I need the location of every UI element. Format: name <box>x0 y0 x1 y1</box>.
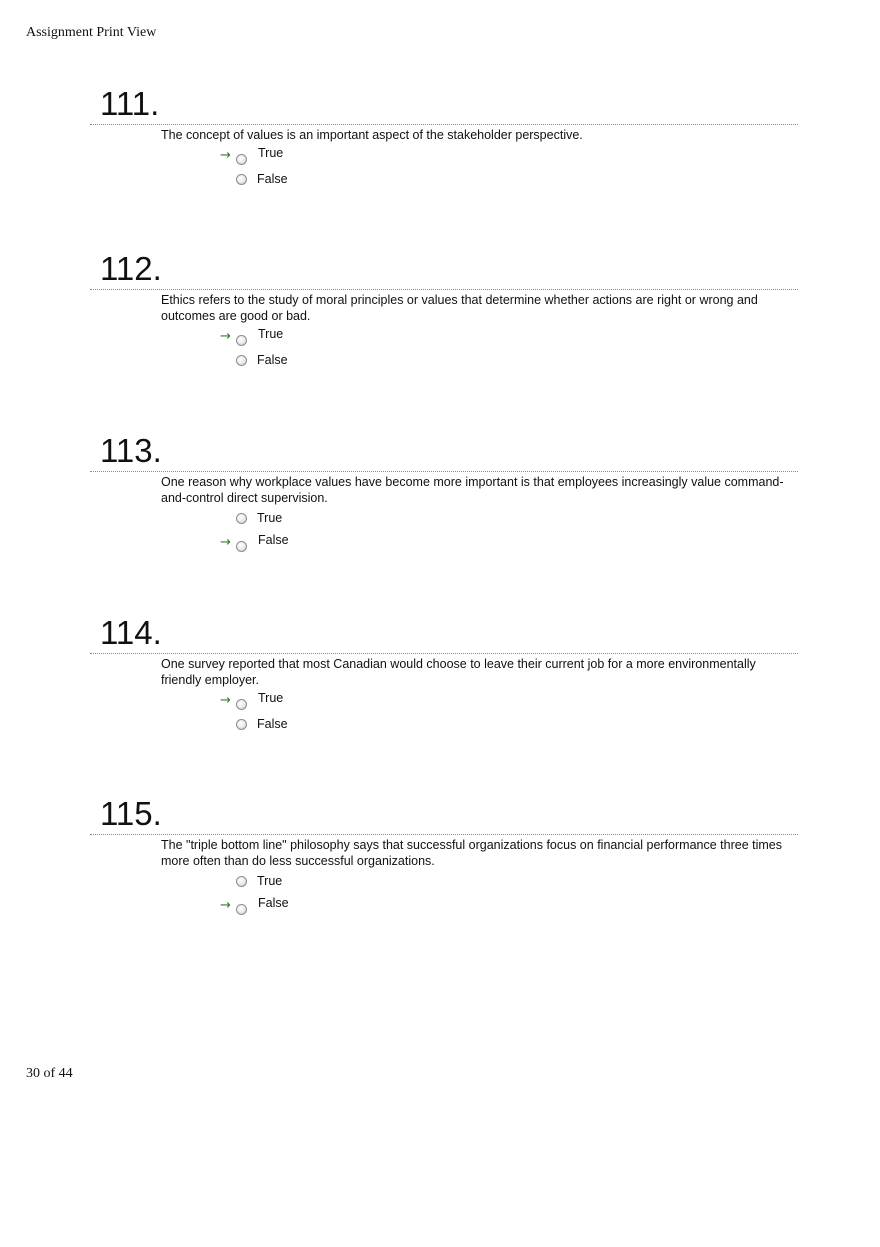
question-113 <box>90 433 798 558</box>
choice-label: False <box>258 533 289 547</box>
question-text: One reason why workplace values have become more important is that employees increasingly value command-and-control direct supervision. <box>161 475 784 505</box>
radio-button-icon[interactable] <box>236 355 247 366</box>
choice-label: False <box>257 353 288 367</box>
choice-label: False <box>257 172 288 186</box>
choice-false[interactable] <box>220 534 798 558</box>
correct-answer-arrow-icon: → <box>220 148 231 163</box>
choice-false[interactable] <box>220 352 798 376</box>
choice-false[interactable] <box>220 171 798 195</box>
question-divider <box>90 124 798 125</box>
answer-choices <box>220 873 798 921</box>
correct-answer-arrow-icon: → <box>220 898 231 913</box>
choice-true[interactable] <box>220 510 798 534</box>
answer-choices <box>220 328 798 376</box>
correct-answer-arrow-icon: → <box>220 693 231 708</box>
choice-true[interactable] <box>220 692 798 716</box>
question-number: 114. <box>100 614 162 651</box>
answer-choices <box>220 510 798 558</box>
page-header-title: Assignment Print View <box>26 25 157 40</box>
radio-button-icon[interactable] <box>236 719 247 730</box>
radio-button-icon[interactable] <box>236 335 247 346</box>
choice-false[interactable] <box>220 897 798 921</box>
radio-button-icon[interactable] <box>236 876 247 887</box>
radio-button-icon[interactable] <box>236 699 247 710</box>
question-text: One survey reported that most Canadian would choose to leave their current job for a more environmentally friendly employer. <box>161 657 756 687</box>
question-divider <box>90 471 798 472</box>
question-number: 111. <box>100 85 160 122</box>
choice-label: True <box>257 511 283 525</box>
question-text: Ethics refers to the study of moral principles or values that determine whether actions are right or wrong and outcomes are good or bad. <box>161 293 758 323</box>
correct-answer-arrow-icon: → <box>220 329 231 344</box>
question-112 <box>90 251 798 376</box>
choice-label: True <box>258 691 284 705</box>
question-text: The "triple bottom line" philosophy says that successful organizations focus on financial performance three times more often than do less successful organizations. <box>161 838 782 868</box>
question-text: The concept of values is an important aspect of the stakeholder perspective. <box>161 128 583 142</box>
question-number: 115. <box>100 795 162 832</box>
correct-answer-arrow-icon: → <box>220 535 231 550</box>
choice-label: True <box>258 146 284 160</box>
choice-true[interactable] <box>220 328 798 352</box>
choice-true[interactable] <box>220 873 798 897</box>
question-114 <box>90 615 798 740</box>
radio-button-icon[interactable] <box>236 154 247 165</box>
question-divider <box>90 653 798 654</box>
choice-true[interactable] <box>220 147 798 171</box>
radio-button-icon[interactable] <box>236 174 247 185</box>
question-115 <box>90 796 798 921</box>
choice-false[interactable] <box>220 716 798 740</box>
page-number: 30 of 44 <box>26 1066 73 1081</box>
answer-choices <box>220 692 798 740</box>
question-111 <box>90 86 798 195</box>
choice-label: False <box>257 717 288 731</box>
choice-label: True <box>257 874 283 888</box>
radio-button-icon[interactable] <box>236 904 247 915</box>
radio-button-icon[interactable] <box>236 513 247 524</box>
question-divider <box>90 289 798 290</box>
choice-label: True <box>258 327 284 341</box>
question-number: 112. <box>100 250 162 287</box>
question-divider <box>90 834 798 835</box>
answer-choices <box>220 147 798 195</box>
radio-button-icon[interactable] <box>236 541 247 552</box>
choice-label: False <box>258 896 289 910</box>
question-number: 113. <box>100 432 162 469</box>
